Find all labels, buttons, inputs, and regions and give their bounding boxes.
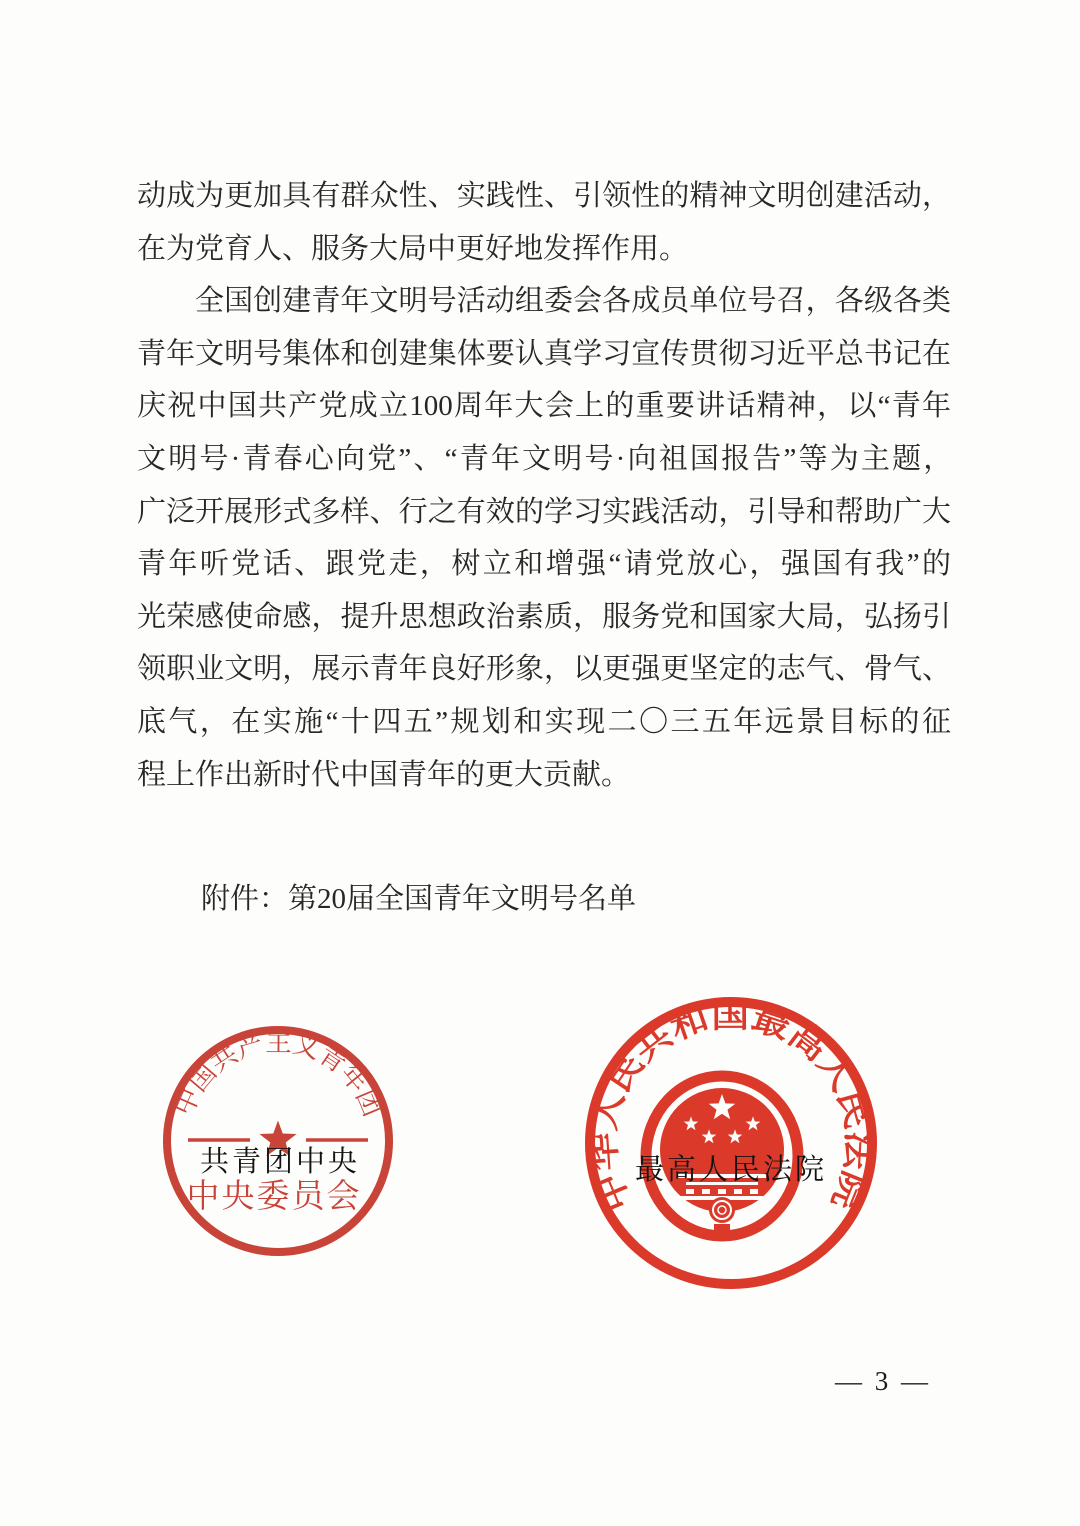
body-line: 在为党育人、服务大局中更好地发挥作用。 (137, 232, 689, 265)
body-line: 庆祝中国共产党成立100周年大会上的重要讲话精神，以“青年 (137, 390, 951, 423)
body-line: 青年文明号集体和创建集体要认真学习宣传贯彻习近平总书记在 (137, 337, 951, 370)
supreme-court-seal (580, 992, 882, 1294)
youth-league-seal-graphic (158, 1018, 402, 1262)
body-line: 全国创建青年文明号活动组委会各成员单位号召，各级各类 (195, 285, 951, 318)
supreme-court-seal-graphic (580, 992, 882, 1294)
seal-arc-text: 中华人民共和国最高人民法院 (583, 995, 879, 1218)
body-line: 文明号·青春心向党”、“青年文明号·向祖国报告”等为主题， (137, 442, 951, 475)
body-line: 光荣感使命感，提升思想政治素质，服务党和国家大局，弘扬引 (137, 600, 951, 633)
youth-league-seal (158, 1018, 402, 1262)
attachment-line: 附件：第20届全国青年文明号名单 (201, 883, 637, 915)
page-number: — 3 — (835, 1366, 931, 1396)
body-line: 程上作出新时代中国青年的更大贡献。 (137, 758, 631, 791)
seal-arc-text: 中国共产主义青年团 (168, 1027, 389, 1122)
body-line: 广泛开展形式多样、行之有效的学习实践活动，引导和帮助广大 (137, 495, 951, 528)
seal-banner-text: 中央委员会 (186, 1179, 362, 1215)
body-line: 青年听党话、跟党走，树立和增强“请党放心，强国有我”的 (137, 548, 951, 581)
issuer-name-youth-league: 共青团中央 (199, 1146, 360, 1178)
body-line: 动成为更加具有群众性、实践性、引领性的精神文明创建活动， (137, 180, 951, 212)
body-line: 底气，在实施“十四五”规划和实现二〇三五年远景目标的征 (137, 705, 951, 738)
document-body (137, 170, 951, 801)
issuer-name-supreme-court: 最高人民法院 (634, 1154, 827, 1186)
body-line: 领职业文明，展示青年良好形象，以更强更坚定的志气、骨气、 (137, 653, 951, 686)
